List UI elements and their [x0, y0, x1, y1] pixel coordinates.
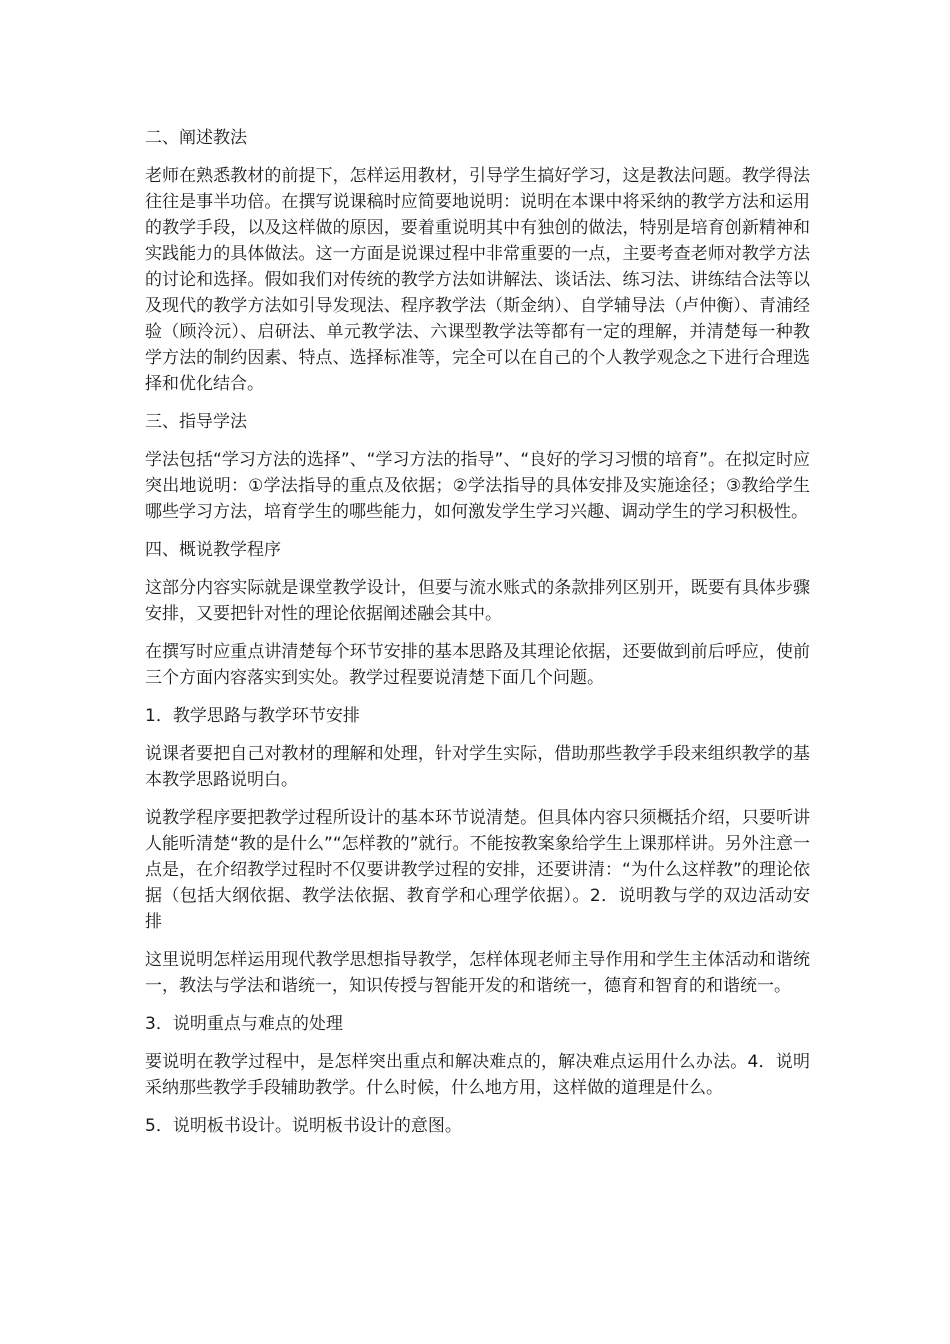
section-heading-teaching-procedure: 四、概说教学程序	[145, 540, 281, 560]
paragraph-procedure-intro: 这部分内容实际就是课堂教学设计，但要与流水账式的条款排列区别开，既要有具体步骤安排，又要把针对性的理论依据阐述融会其中。	[145, 578, 810, 624]
paragraph-key-difficult-points: 要说明在教学过程中，是怎样突出重点和解决难点的，解决难点运用什么办法。4．说明采纳那些教学手段辅助教学。什么时候，什么地方用，这样做的道理是什么。	[145, 1052, 810, 1098]
paragraph-blackboard-design: 5．说明板书设计。说明板书设计的意图。	[145, 1116, 462, 1136]
subheading-key-difficult-points: 3．说明重点与难点的处理	[145, 1014, 343, 1034]
paragraph-two-way-activities: 这里说明怎样运用现代教学思想指导教学，怎样体现老师主导作用和学生主体活动和谐统一，教法与学法和谐统一，知识传授与智能开发的和谐统一，德育和智育的和谐统一。	[145, 950, 810, 996]
paragraph-teaching-steps: 说教学程序要把教学过程所设计的基本环节说清楚。但具体内容只须概括介绍，只要听讲人能听清楚“教的是什么”“怎样教的”就行。不能按教案象给学生上课那样讲。另外注意一点是，在介绍教学过程时不仅要讲教学过程的安排，还要讲清：“为什么这样教”的理论依据（包括大纲依据、教学法依据、教育学和心理学依据）。2．说明教与学的双边活动安排	[145, 808, 810, 932]
paragraph-learning-guidance: 学法包括“学习方法的选择”、“学习方法的指导”、“良好的学习习惯的培育”。在拟定时应突出地说明：①学法指导的重点及依据；②学法指导的具体安排及实施途径；③教给学生哪些学习方法，培育学生的哪些能力，如何激发学生学习兴趣、调动学生的学习积极性。	[145, 450, 810, 522]
paragraph-teaching-methods: 老师在熟悉教材的前提下，怎样运用教材，引导学生搞好学习，这是教法问题。教学得法往往是事半功倍。在撰写说课稿时应简要地说明：说明在本课中将采纳的教学方法和运用的教学手段，以及这样做的原因，要着重说明其中有独创的做法，特别是培育创新精神和实践能力的具体做法。这一方面是说课过程中非常重要的一点，主要考查老师对教学方法的讨论和选择。假如我们对传统的教学方法如讲解法、谈话法、练习法、讲练结合法等以及现代的教学方法如引导发现法、程序教学法（斯金纳）、自学辅导法（卢仲衡）、青浦经验（顾泠沅）、启研法、单元教学法、六课型教学法等都有一定的理解，并清楚每一种教学方法的制约因素、特点、选择标准等，完全可以在自己的个人教学观念之下进行合理选择和优化结合。	[145, 166, 810, 394]
document-page	[145, 125, 810, 1151]
subheading-teaching-ideas: 1．教学思路与教学环节安排	[145, 706, 360, 726]
section-heading-learning-guidance: 三、指导学法	[145, 412, 247, 432]
section-heading-teaching-methods: 二、阐述教法	[145, 128, 247, 148]
paragraph-teaching-ideas: 说课者要把自己对教材的理解和处理，针对学生实际，借助那些教学手段来组织教学的基本教学思路说明白。	[145, 744, 810, 790]
paragraph-procedure-writing: 在撰写时应重点讲清楚每个环节安排的基本思路及其理论依据，还要做到前后呼应，使前三个方面内容落实到实处。教学过程要说清楚下面几个问题。	[145, 642, 810, 688]
